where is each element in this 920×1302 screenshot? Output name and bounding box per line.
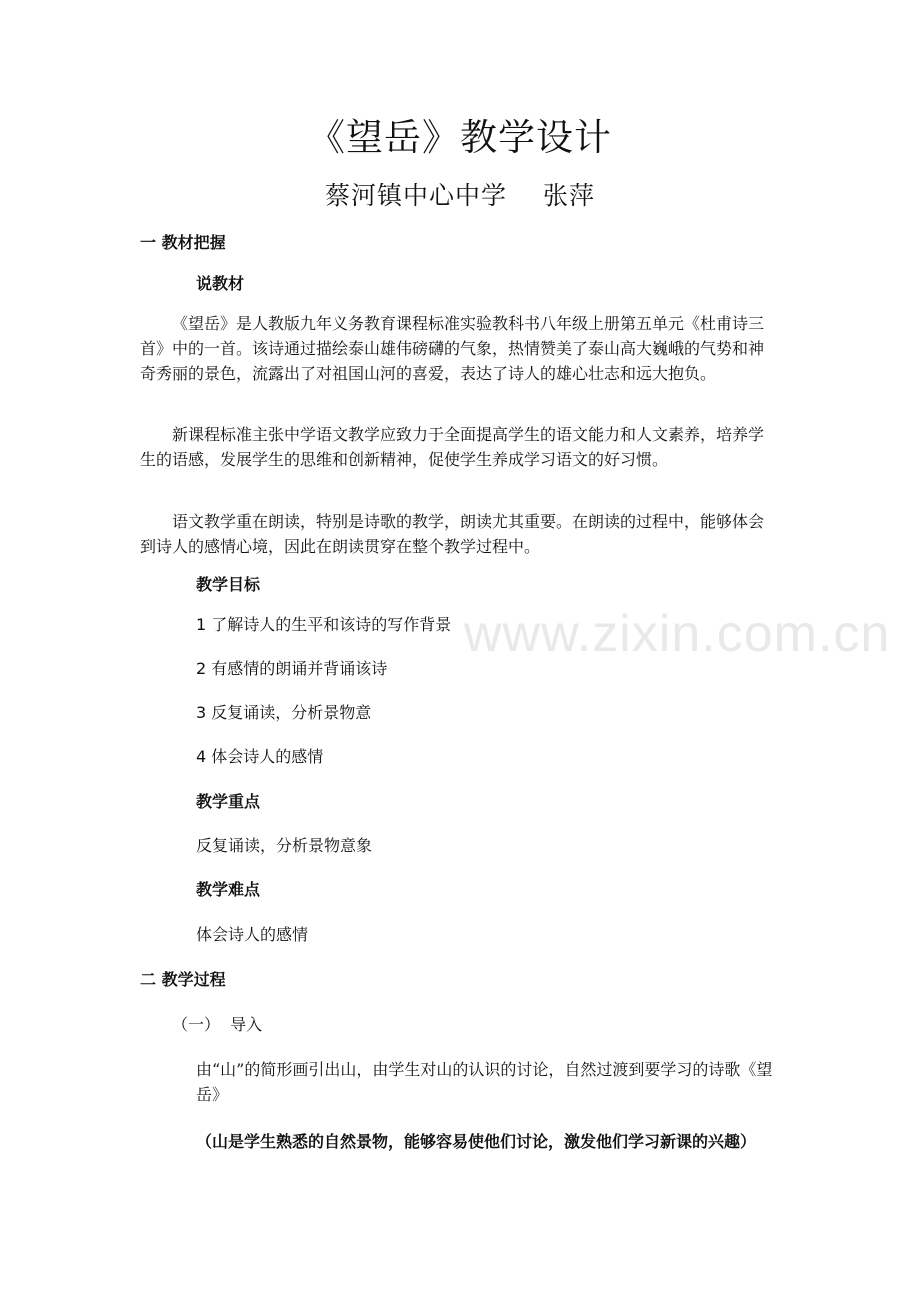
section-heading-process: 二 教学过程: [140, 970, 226, 989]
goal-number: 4: [196, 747, 207, 766]
goal-text: 体会诗人的感情: [211, 747, 324, 766]
section-heading-textbook: 一 教材把握: [140, 233, 226, 252]
subheading-textbook: 说教材: [196, 274, 245, 293]
paragraph-reading-importance: 语文教学重在朗读，特别是诗歌的教学，朗读尤其重要。在朗读的过程中，能够体会到诗人的感情心境，因此在朗读贯穿在整个教学过程中。: [140, 512, 765, 556]
author-name: 张萍: [543, 181, 596, 210]
author-school: 蔡河镇中心中学: [324, 181, 507, 210]
difficulty-heading: 教学难点: [196, 880, 261, 899]
paragraph-intro-step: 由“山”的简形画引出山，由学生对山的认识的讨论，自然过渡到要学习的诗歌《望岳》: [196, 1060, 773, 1104]
paragraph-curriculum-standard: 新课程标准主张中学语文教学应致力于全面提高学生的语文能力和人文素养，培养学生的语感，发展学生的思维和创新精神，促使学生养成学习语文的好习惯。: [140, 425, 765, 469]
goal-item: [196, 700, 371, 725]
paragraph-intro-note: （山是学生熟悉的自然景物，能够容易使他们讨论，激发他们学习新课的兴趣）: [196, 1132, 757, 1151]
goal-text: 有感情的朗诵并背诵该诗: [211, 659, 388, 678]
goal-text: 反复诵读，分析景物意: [211, 703, 372, 722]
key-points-text: 反复诵读，分析景物意象: [196, 836, 373, 855]
goal-text: 了解诗人的生平和该诗的写作背景: [211, 615, 452, 634]
goal-item: [196, 656, 387, 681]
goal-item: [196, 744, 323, 769]
difficulty-text: 体会诗人的感情: [196, 925, 309, 944]
goal-number: 1: [196, 615, 207, 634]
key-points-heading: 教学重点: [196, 792, 261, 811]
goals-heading: 教学目标: [196, 575, 261, 594]
goal-number: 2: [196, 659, 207, 678]
watermark: www.zixin.com.cn: [464, 605, 891, 663]
document-title: 《望岳》教学设计: [308, 116, 612, 159]
paragraph-textbook-intro: 《望岳》是人教版九年义务教育课程标准实验教科书八年级上册第五单元《杜甫诗三首》中的一首。该诗通过描绘泰山雄伟磅礴的气象，热情赞美了泰山高大巍峨的气势和神奇秀丽的景色，流露出了对祖国山河的喜爱，表达了诗人的雄心壮志和远大抱负。: [140, 314, 765, 383]
goal-number: 3: [196, 703, 207, 722]
goal-item: [196, 612, 451, 637]
step-label-intro: （一） 导入: [172, 1015, 263, 1034]
document-author-line: [0, 176, 920, 216]
